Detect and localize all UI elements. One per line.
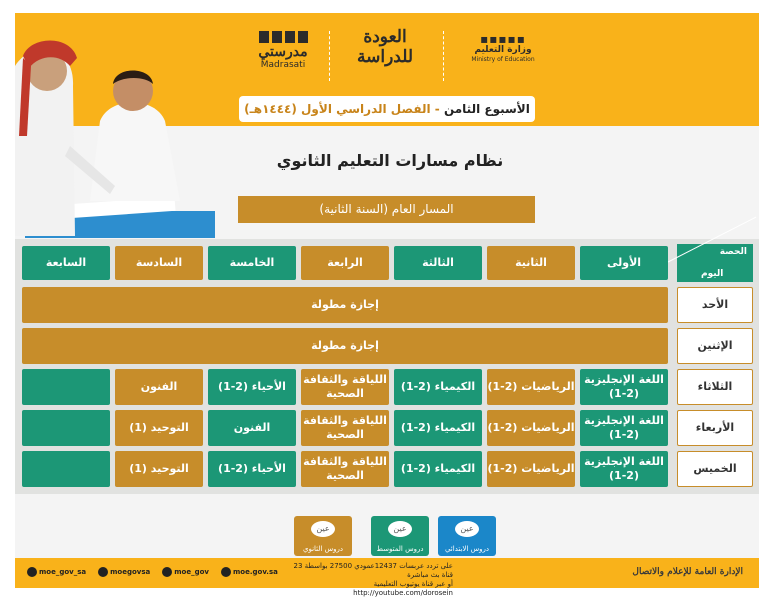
wednesday-period-3: الكيمياء (2-1) (394, 410, 482, 446)
youtube-link[interactable]: http://youtube.com/dorosein (353, 589, 453, 597)
schedule-corner-header (677, 244, 753, 282)
thursday-period-1: اللغة الإنجليزية (2-1) (580, 451, 668, 487)
footer-bar (15, 558, 759, 597)
broadcast-line1: على تردد عربسات 12437عمودي 27500 بواسطة 23 قناة بث مباشرة (293, 562, 453, 579)
holiday-cell-monday: إجازة مطولة (22, 328, 668, 364)
media-department-logo: الإدارة العامة للإعلام والاتصال (632, 567, 743, 577)
page-title: نظام مسارات التعليم الثانوي (276, 151, 504, 170)
thursday-period-2: الرياضيات (2-1) (487, 451, 575, 487)
broadcast-line2: أو عبر قناة يوتيوب التعليمية (373, 580, 453, 588)
back-to-school-logo (345, 27, 425, 67)
wednesday-period-2: الرياضيات (2-1) (487, 410, 575, 446)
channel-label-primary: دروس الابتدائي (444, 545, 490, 553)
period-header-5: الخامسة (208, 246, 296, 280)
day-label-tuesday: الثلاثاء (677, 369, 753, 405)
period-header-6: السادسة (115, 246, 203, 280)
tuesday-period-5: الأحياء (2-1) (208, 369, 296, 405)
period-header-4: الرابعة (301, 246, 389, 280)
day-label-thursday: الخميس (677, 451, 753, 487)
day-label-monday: الإثنين (677, 328, 753, 364)
thursday-period-6: التوحيد (1) (115, 451, 203, 487)
social-dribbble[interactable] (221, 567, 278, 577)
channel-label-middle: دروس المتوسط (376, 545, 424, 553)
back-to-school-line2: للدراسة (356, 47, 414, 67)
hero-illustration (15, 26, 215, 238)
social-links (27, 567, 278, 577)
tuesday-period-4: اللياقة والثقافة الصحية (301, 369, 389, 405)
facebook-icon (98, 567, 108, 577)
holiday-cell-sunday: إجازة مطولة (22, 287, 668, 323)
day-label-sunday: الأحد (677, 287, 753, 323)
ministry-name-english: Ministry of Education (471, 56, 535, 63)
facebook-handle: moegovsa (110, 568, 151, 576)
period-header-2: الثانية (487, 246, 575, 280)
tuesday-period-1: اللغة الإنجليزية (2-1) (580, 369, 668, 405)
back-to-school-line1: العودة (363, 27, 407, 47)
snapchat-handle: moe_gov (174, 568, 209, 576)
ministry-name-arabic: وزارة التعليم (474, 45, 532, 55)
period-header-3: الثالثة (394, 246, 482, 280)
channel-card-primary[interactable] (438, 516, 496, 556)
madrasati-mark-icon (237, 31, 329, 43)
thursday-period-7 (22, 451, 110, 487)
wednesday-period-1: اللغة الإنجليزية (2-1) (580, 410, 668, 446)
thursday-period-5: الأحياء (2-1) (208, 451, 296, 487)
week-title-rest: - الفصل الدراسي الأول (١٤٤٤هـ) (244, 102, 444, 116)
tuesday-period-2: الرياضيات (2-1) (487, 369, 575, 405)
teacher-student-illustration (15, 26, 215, 238)
madrasati-logo-arabic: مدرستي (258, 44, 308, 60)
dribbble-handle: moe.gov.sa (232, 568, 278, 576)
twitter-icon (27, 567, 37, 577)
wednesday-period-4: اللياقة والثقافة الصحية (301, 410, 389, 446)
ain-logo-icon: عين (455, 521, 479, 537)
day-label-wednesday: الأربعاء (677, 410, 753, 446)
thursday-period-4: اللياقة والثقافة الصحية (301, 451, 389, 487)
channel-label-secondary: دروس الثانوي (302, 545, 343, 553)
snapchat-icon (162, 567, 172, 577)
announcement-page (15, 13, 759, 597)
twitter-handle: moe_gov_sa (39, 568, 87, 576)
social-twitter[interactable] (27, 567, 86, 577)
social-facebook[interactable] (98, 567, 150, 577)
logo-divider (443, 31, 444, 81)
wednesday-period-7 (22, 410, 110, 446)
ministry-logo (463, 33, 543, 64)
logo-divider (329, 31, 330, 81)
wednesday-period-5: الفنون (208, 410, 296, 446)
week-title-strong: الأسبوع الثامن (443, 102, 530, 116)
week-title (239, 96, 535, 122)
thursday-period-3: الكيمياء (2-1) (394, 451, 482, 487)
broadcast-info (293, 562, 453, 598)
ain-logo-icon: عين (311, 521, 335, 537)
tuesday-period-3: الكيمياء (2-1) (394, 369, 482, 405)
corner-period-label: الحصة (719, 247, 747, 257)
tuesday-period-6: الفنون (115, 369, 203, 405)
tuesday-period-7 (22, 369, 110, 405)
track-label: المسار العام (السنة الثانية) (238, 196, 535, 223)
madrasati-logo-english: Madrasati (260, 60, 306, 70)
madrasati-logo (237, 31, 329, 70)
wednesday-period-6: التوحيد (1) (115, 410, 203, 446)
channel-card-middle[interactable] (371, 516, 429, 556)
period-header-1: الأولى (580, 246, 668, 280)
ain-logo-icon: عين (388, 521, 412, 537)
channel-card-secondary[interactable] (294, 516, 352, 556)
dribbble-icon (221, 567, 231, 577)
corner-day-label: اليوم (701, 269, 724, 279)
period-header-7: السابعة (22, 246, 110, 280)
schedule-table (15, 239, 759, 494)
social-snapchat[interactable] (162, 567, 209, 577)
ministry-mark-icon: ▪▪▪▪▪ (480, 32, 526, 46)
